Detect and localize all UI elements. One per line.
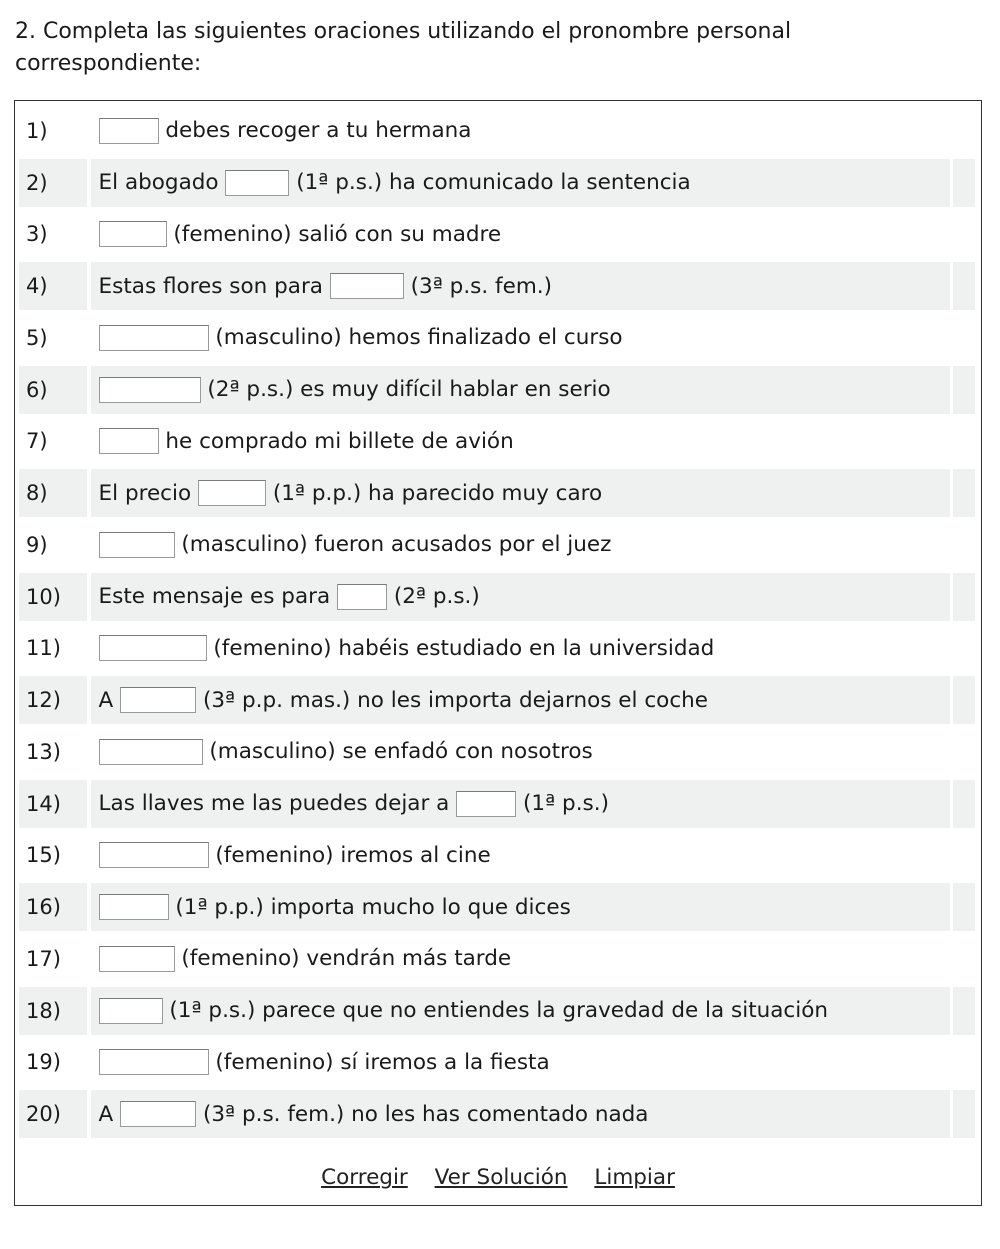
row-number: 12) (19, 676, 87, 724)
row-spacer (953, 159, 975, 207)
sentence-before-text: El precio (98, 480, 192, 506)
sentence-after-text: (3ª p.s. fem.) (410, 273, 552, 299)
sentence-after-text: debes recoger a tu hermana (165, 118, 472, 144)
sentence (91, 780, 951, 828)
row-number: 6) (19, 366, 87, 414)
sentence-before-text: Estas flores son para (98, 273, 323, 299)
sentence (91, 987, 951, 1035)
exercise-row (19, 933, 975, 985)
sentence-after-text: (1ª p.p.) importa mucho lo que dices (175, 894, 571, 920)
show-solution-link[interactable]: Ver Solución (434, 1165, 568, 1190)
row-spacer (953, 1090, 975, 1138)
row-spacer (953, 210, 975, 258)
row-spacer (953, 521, 975, 569)
exercise-row (19, 674, 975, 726)
row-number: 11) (26, 636, 61, 661)
row-number: 4) (19, 262, 87, 310)
pronoun-input[interactable] (120, 1101, 196, 1127)
sentence (91, 469, 951, 517)
row-number: 3) (26, 222, 48, 247)
row-number: 18) (19, 987, 87, 1035)
exercise-box (14, 100, 982, 1206)
sentence-before-text: Este mensaje es para (98, 584, 331, 610)
row-spacer (953, 107, 975, 155)
sentence-after-text: he comprado mi billete de avión (165, 428, 514, 454)
row-spacer (953, 935, 975, 983)
sentence-before-text: A (98, 687, 114, 713)
row-number: 13) (26, 739, 61, 764)
sentence-after-text: (masculino) hemos finalizado el curso (215, 325, 623, 351)
sentence (91, 159, 951, 207)
pronoun-input[interactable] (99, 1049, 209, 1075)
pronoun-input[interactable] (99, 118, 159, 144)
pronoun-input[interactable] (99, 635, 207, 661)
sentence-after-text: (femenino) salió con su madre (173, 221, 502, 247)
pronoun-input[interactable] (99, 946, 175, 972)
pronoun-input[interactable] (120, 687, 196, 713)
row-number: 1) (26, 118, 48, 143)
sentence-after-text: (1ª p.s.) (523, 791, 609, 817)
exercise-title: 2. Completa las siguientes oraciones utilizando el pronombre personal correspondiente: (15, 19, 792, 76)
sentence (91, 1090, 951, 1138)
sentence (91, 624, 951, 672)
pronoun-input[interactable] (99, 739, 203, 765)
pronoun-input[interactable] (99, 325, 209, 351)
exercise-row (19, 1037, 975, 1089)
row-number: 20) (19, 1090, 87, 1138)
exercise-row (19, 519, 975, 571)
row-number: 15) (26, 843, 61, 868)
exercise-row (19, 830, 975, 882)
sentence-after-text: (femenino) habéis estudiado en la universidad (213, 635, 715, 661)
pronoun-input[interactable] (198, 480, 266, 506)
pronoun-input[interactable] (337, 584, 387, 610)
exercise-row (19, 364, 975, 416)
sentence (91, 262, 951, 310)
sentence-after-text: (3ª p.p. mas.) no les importa dejarnos el coche (202, 687, 708, 713)
sentence (91, 676, 951, 724)
sentence-after-text: (1ª p.s.) parece que no entiendes la gravedad de la situación (169, 998, 829, 1024)
row-spacer (953, 573, 975, 621)
sentence-after-text: (2ª p.s.) (393, 584, 480, 610)
action-links (15, 1165, 981, 1190)
exercise-row (19, 105, 975, 157)
sentence-after-text: (masculino) se enfadó con nosotros (209, 739, 593, 765)
exercise-row (19, 467, 975, 519)
pronoun-input[interactable] (99, 998, 163, 1024)
row-spacer (953, 728, 975, 776)
exercise-row (19, 416, 975, 468)
pronoun-input[interactable] (99, 532, 175, 558)
sentence (91, 210, 951, 258)
exercise-rows (19, 105, 975, 1140)
row-number: 2) (19, 159, 87, 207)
pronoun-input[interactable] (99, 221, 167, 247)
row-spacer (953, 366, 975, 414)
row-spacer (953, 676, 975, 724)
sentence (91, 107, 951, 155)
exercise-row (19, 571, 975, 623)
pronoun-input[interactable] (99, 428, 159, 454)
sentence (91, 417, 951, 465)
row-spacer (953, 417, 975, 465)
check-link[interactable]: Corregir (321, 1165, 408, 1190)
row-spacer (953, 624, 975, 672)
row-number: 17) (26, 946, 61, 971)
sentence (91, 573, 951, 621)
row-spacer (953, 469, 975, 517)
row-number: 8) (19, 469, 87, 517)
sentence-after-text: (femenino) iremos al cine (215, 842, 491, 868)
sentence (91, 1038, 951, 1086)
exercise-row (19, 260, 975, 312)
sentence (91, 521, 951, 569)
row-number: 19) (26, 1050, 61, 1075)
sentence (91, 883, 951, 931)
sentence-before-text: El abogado (98, 170, 219, 196)
sentence-after-text: (1ª p.s.) ha comunicado la sentencia (296, 170, 691, 196)
row-number: 14) (19, 780, 87, 828)
exercise-row (19, 881, 975, 933)
sentence-after-text: (femenino) sí iremos a la fiesta (215, 1049, 550, 1075)
pronoun-input[interactable] (330, 273, 404, 299)
sentence-after-text: (masculino) fueron acusados por el juez (181, 532, 612, 558)
sentence-before-text: Las llaves me las puedes dejar a (98, 791, 450, 817)
exercise-row (19, 1088, 975, 1140)
row-spacer (953, 883, 975, 931)
pronoun-input[interactable] (99, 894, 169, 920)
pronoun-input[interactable] (225, 170, 289, 196)
sentence-after-text: (3ª p.s. fem.) no les has comentado nada (202, 1101, 649, 1127)
sentence-after-text: (femenino) vendrán más tarde (181, 946, 512, 972)
exercise-row (19, 312, 975, 364)
exercise-row (19, 726, 975, 778)
row-spacer (953, 314, 975, 362)
row-number: 7) (26, 429, 48, 454)
row-spacer (953, 1038, 975, 1086)
sentence (91, 935, 951, 983)
row-spacer (953, 780, 975, 828)
sentence-after-text: (1ª p.p.) ha parecido muy caro (272, 480, 603, 506)
exercise-row (19, 778, 975, 830)
row-number: 10) (19, 573, 87, 621)
row-spacer (953, 262, 975, 310)
pronoun-input[interactable] (99, 842, 209, 868)
row-number: 9) (26, 532, 48, 557)
exercise-row (19, 623, 975, 675)
exercise-row (19, 209, 975, 261)
row-spacer (953, 831, 975, 879)
pronoun-input[interactable] (456, 791, 516, 817)
sentence (91, 314, 951, 362)
exercise-row (19, 157, 975, 209)
sentence (91, 728, 951, 776)
sentence (91, 831, 951, 879)
sentence-before-text: A (98, 1101, 114, 1127)
sentence-after-text: (2ª p.s.) es muy difícil hablar en serio (207, 377, 611, 403)
pronoun-input[interactable] (99, 377, 201, 403)
row-number: 16) (19, 883, 87, 931)
sentence (91, 366, 951, 414)
clear-link[interactable]: Limpiar (594, 1165, 675, 1190)
row-number: 5) (26, 325, 48, 350)
exercise-row (19, 985, 975, 1037)
row-spacer (953, 987, 975, 1035)
